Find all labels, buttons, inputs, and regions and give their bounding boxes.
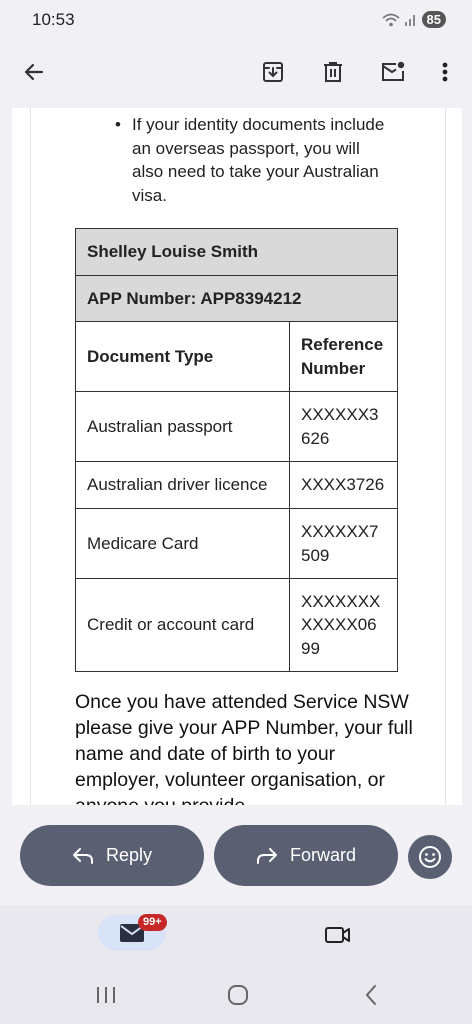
ref-cell xyxy=(290,462,398,509)
reply-label: Reply xyxy=(105,845,153,865)
wifi-icon xyxy=(382,13,400,27)
identity-table xyxy=(75,228,398,672)
closing-paragraph: Once you have attended Service NSW please give your APP Number, your full name and date of birth to your employer, volunteer organisation, or xyxy=(75,691,413,791)
applicant-name: Shelley Louise Smith xyxy=(76,229,398,276)
reply-button[interactable] xyxy=(20,825,204,886)
ref-line: 509 xyxy=(301,545,330,565)
table-row xyxy=(76,229,398,276)
ref-cell xyxy=(290,579,398,672)
meet-tab[interactable] xyxy=(318,917,358,953)
header-ref-line: Reference xyxy=(301,335,384,354)
ref-cell xyxy=(290,392,398,462)
bullet-dot: • xyxy=(115,115,121,134)
status-time: 10:53 xyxy=(32,10,75,29)
video-camera-icon xyxy=(324,924,352,946)
table-row xyxy=(76,509,398,579)
ref-line: 99 xyxy=(301,638,320,658)
ref-line: XXXXX06 xyxy=(301,615,377,635)
mark-unread-button[interactable] xyxy=(375,54,411,90)
ref-line: XXXX3726 xyxy=(301,475,385,494)
home-icon[interactable] xyxy=(226,983,250,1007)
doc-type-cell: Credit or account card xyxy=(76,579,290,672)
bullet-text: If your identity documents include an overseas passport, you will also need to take your Australian visa. xyxy=(132,115,385,205)
header-ref-line: Number xyxy=(301,358,366,378)
back-nav-icon[interactable] xyxy=(363,984,379,1006)
table-row xyxy=(76,579,398,672)
delete-button[interactable] xyxy=(315,54,351,90)
table-row xyxy=(76,462,398,509)
forward-button[interactable] xyxy=(214,825,398,886)
forward-icon xyxy=(256,847,278,865)
signal-icon xyxy=(404,13,418,27)
status-bar xyxy=(0,0,472,42)
recent-apps-icon[interactable] xyxy=(95,985,117,1005)
unread-badge: 99+ xyxy=(138,914,167,931)
doc-type-cell: Australian passport xyxy=(76,392,290,462)
smiley-icon xyxy=(417,844,443,870)
table-header-row xyxy=(76,322,398,392)
mail-tab[interactable] xyxy=(98,915,166,951)
ref-line: 626 xyxy=(301,428,330,448)
table-row xyxy=(76,392,398,462)
ref-line: XXXXXX7 xyxy=(301,522,379,541)
bottom-tab-bar xyxy=(0,905,472,967)
battery-indicator: 85 xyxy=(422,11,446,28)
arrow-left-icon xyxy=(22,60,46,84)
email-toolbar xyxy=(0,42,472,104)
reply-icon xyxy=(72,847,94,865)
list-item xyxy=(115,113,392,207)
archive-icon xyxy=(261,60,285,84)
emoji-reaction-button[interactable] xyxy=(408,835,452,879)
status-icons xyxy=(382,11,446,28)
reply-bar xyxy=(0,805,472,905)
ref-line: XXXXXXX xyxy=(301,591,381,611)
doc-type-cell: Australian driver licence xyxy=(76,462,290,509)
mark-unread-icon xyxy=(380,60,406,84)
delete-icon xyxy=(321,60,345,84)
table-row xyxy=(76,276,398,322)
more-vert-icon xyxy=(441,60,449,84)
more-options-button[interactable] xyxy=(427,54,463,90)
back-button[interactable] xyxy=(16,54,52,90)
archive-button[interactable] xyxy=(255,54,291,90)
ref-line: XXXXXX3 xyxy=(301,405,379,424)
forward-label: Forward xyxy=(289,845,356,865)
app-number: APP Number: APP8394212 xyxy=(76,276,398,322)
doc-type-cell: Medicare Card xyxy=(76,509,290,579)
ref-cell xyxy=(290,509,398,579)
header-reference-number xyxy=(290,322,398,392)
system-nav-bar xyxy=(0,967,472,1024)
header-document-type: Document Type xyxy=(76,322,290,392)
